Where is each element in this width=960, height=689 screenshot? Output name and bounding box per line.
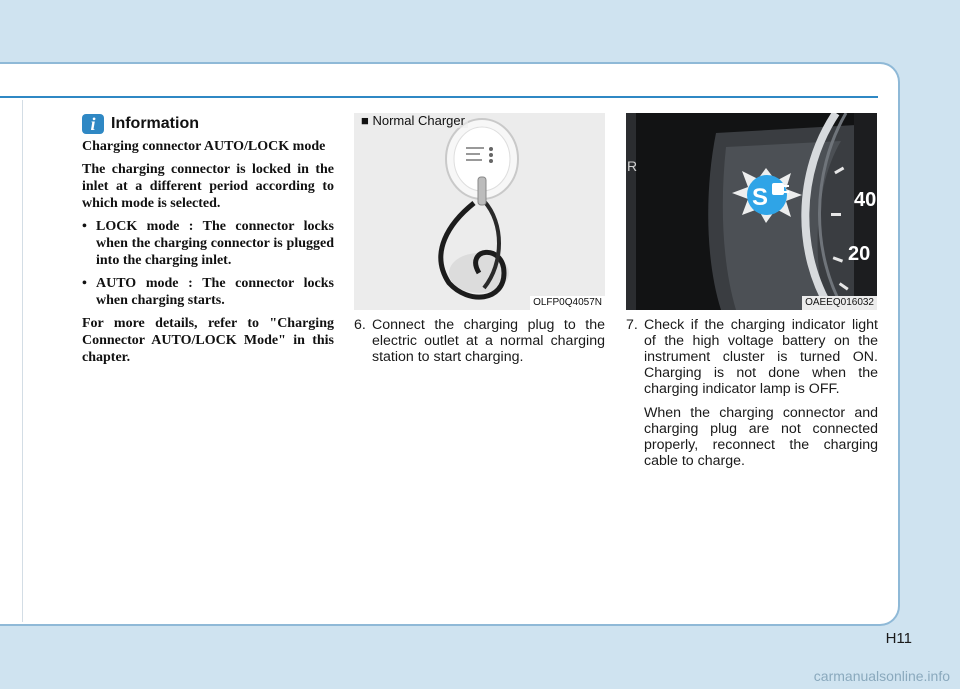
normal-charger-figure <box>354 113 605 310</box>
top-rule <box>0 96 878 98</box>
step-number: 7. <box>626 317 638 333</box>
info-icon: i <box>82 114 104 134</box>
step-7 <box>626 317 878 469</box>
info-title: Information <box>111 115 199 132</box>
gauge-label-40: 40 <box>854 189 877 211</box>
figure-code: OLFP0Q4057N <box>530 296 605 310</box>
step-text: Check if the charging indicator light of the high voltage battery on the instrument cluster is turned ON. Charging is not done when the charging indicator lamp is OFF. <box>644 317 878 397</box>
figure-code: OAEEQ016032 <box>802 296 877 310</box>
charger-illustration <box>354 113 605 310</box>
info-intro: The charging connector is locked in the inlet at a different period according to which mode is selected. <box>82 162 334 211</box>
info-header <box>82 114 199 134</box>
gauge-side-letter: R <box>627 158 638 174</box>
figure-caption: ■ Normal Charger <box>358 113 468 128</box>
list-item <box>82 218 334 269</box>
gauge-label-20: 20 <box>848 243 871 265</box>
info-body <box>82 138 334 372</box>
side-rule <box>22 100 23 622</box>
svg-text:S: S <box>752 184 769 211</box>
watermark: carmanualsonline.info <box>813 668 950 684</box>
list-item <box>82 275 334 309</box>
bullet-text: AUTO mode : The connector locks when charging starts. <box>96 276 334 308</box>
step-text: Connect the charging plug to the electric outlet at a normal charging station to start charging. <box>372 317 605 365</box>
cluster-illustration <box>626 113 877 310</box>
step-subtext: When the charging connector and charging plug are not connected properly, reconnect the charging cable to charge. <box>644 405 878 469</box>
info-heading: Charging connector AUTO/LOCK mode <box>82 139 326 154</box>
step-number: 6. <box>354 317 366 333</box>
bullet-text: LOCK mode : The connector locks when the charging connector is plugged into the charging inlet. <box>96 219 334 268</box>
info-footer: For more details, refer to "Charging Connector AUTO/LOCK Mode" in this chapter. <box>82 316 334 365</box>
page-number: H11 <box>885 630 912 647</box>
step-6 <box>354 317 605 365</box>
info-bullet-list <box>82 218 334 309</box>
instrument-cluster-figure <box>626 113 877 310</box>
bullet-symbol: • <box>82 276 87 291</box>
bullet-symbol: • <box>82 219 87 234</box>
